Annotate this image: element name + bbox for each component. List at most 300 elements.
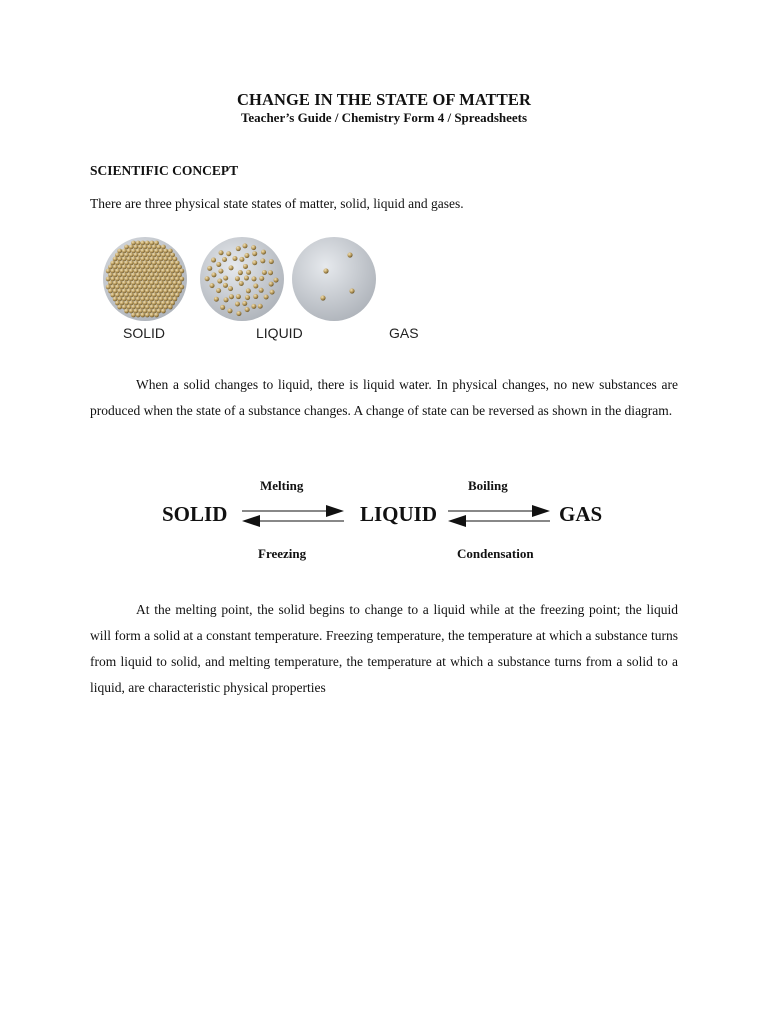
particle <box>129 245 134 250</box>
particle <box>170 253 175 258</box>
particle <box>154 305 159 310</box>
particle <box>261 250 266 255</box>
particle <box>175 285 180 290</box>
particle <box>140 273 145 278</box>
boiling-label: Boiling <box>468 478 508 493</box>
particle <box>115 293 120 298</box>
particle <box>122 281 127 286</box>
particle <box>117 289 122 294</box>
particle <box>161 293 166 298</box>
particle <box>138 293 143 298</box>
particle <box>131 241 136 246</box>
particle <box>154 281 159 286</box>
diagram-liquid: LIQUID <box>360 502 438 526</box>
particle <box>170 301 175 306</box>
particle <box>246 288 251 293</box>
particle <box>127 289 132 294</box>
particle <box>113 281 118 286</box>
particle <box>115 285 120 290</box>
particle <box>122 273 127 278</box>
particle <box>156 269 161 274</box>
particle <box>127 273 132 278</box>
particle <box>152 277 157 282</box>
document-subtitle: Teacher’s Guide / Chemistry Form 4 / Spreadsheets <box>240 110 528 125</box>
particle <box>166 285 171 290</box>
particle <box>236 311 241 316</box>
particle <box>147 285 152 290</box>
particle <box>115 277 120 282</box>
particle <box>145 257 150 262</box>
liquid-label: LIQUID <box>256 325 303 341</box>
particle <box>246 270 251 275</box>
particle <box>122 257 127 262</box>
particle <box>236 294 241 299</box>
particle <box>129 293 134 298</box>
particle <box>136 249 141 254</box>
particle <box>154 241 159 246</box>
particle <box>173 289 178 294</box>
particle <box>106 277 111 282</box>
particle <box>227 308 232 313</box>
solid-liquid-arrows <box>240 500 350 530</box>
particle <box>136 273 141 278</box>
particle <box>131 265 136 270</box>
particle <box>113 289 118 294</box>
particle <box>223 276 228 281</box>
particle-discs-illustration <box>100 233 390 325</box>
particle <box>133 301 138 306</box>
particle <box>140 257 145 262</box>
particle <box>117 297 122 302</box>
particle <box>251 304 256 309</box>
particle <box>269 282 274 287</box>
particle <box>145 249 150 254</box>
particle <box>163 281 168 286</box>
particle <box>166 293 171 298</box>
particle <box>159 273 164 278</box>
left-arrowhead <box>242 515 260 527</box>
particle <box>173 281 178 286</box>
particle <box>161 285 166 290</box>
particle <box>154 249 159 254</box>
particle <box>159 281 164 286</box>
particle <box>214 297 219 302</box>
particle <box>120 285 125 290</box>
particle <box>223 283 228 288</box>
particle <box>163 273 168 278</box>
particle <box>259 276 264 281</box>
particle <box>229 265 234 270</box>
particle <box>156 285 161 290</box>
particle <box>252 260 257 265</box>
particle <box>108 281 113 286</box>
particle <box>131 305 136 310</box>
particle <box>152 245 157 250</box>
particle <box>175 261 180 266</box>
particle <box>136 265 141 270</box>
particle <box>110 269 115 274</box>
particle <box>143 269 148 274</box>
particle <box>161 261 166 266</box>
particle <box>168 281 173 286</box>
particle <box>140 265 145 270</box>
particle <box>115 269 120 274</box>
particle <box>129 285 134 290</box>
particle <box>253 294 258 299</box>
state-change-diagram <box>150 472 620 572</box>
melting-label: Melting <box>260 478 304 493</box>
intro-text: There are three physical state states of matter, solid, liquid and gases. <box>90 196 464 211</box>
particle <box>127 281 132 286</box>
particle <box>136 241 141 246</box>
particle <box>224 297 229 302</box>
particle <box>133 253 138 258</box>
particle <box>124 285 129 290</box>
particle <box>156 245 161 250</box>
particle <box>244 253 249 258</box>
particle <box>124 245 129 250</box>
particle <box>163 305 168 310</box>
particle <box>143 301 148 306</box>
particle <box>133 269 138 274</box>
particle <box>124 277 129 282</box>
particle <box>140 241 145 246</box>
gas-disc <box>292 237 376 321</box>
particle <box>163 249 168 254</box>
particle <box>147 309 152 314</box>
particle <box>320 295 325 300</box>
particle <box>127 305 132 310</box>
particle <box>154 313 159 318</box>
particle <box>124 301 129 306</box>
particle <box>120 293 125 298</box>
particle <box>113 265 118 270</box>
particle <box>108 289 113 294</box>
particle <box>270 290 275 295</box>
particle <box>166 301 171 306</box>
particle <box>117 281 122 286</box>
particle <box>222 257 227 262</box>
particle <box>140 297 145 302</box>
particle <box>168 257 173 262</box>
particle <box>108 265 113 270</box>
particle <box>131 289 136 294</box>
particle <box>244 276 249 281</box>
particle <box>154 257 159 262</box>
particle <box>150 249 155 254</box>
particle <box>156 277 161 282</box>
particle <box>145 289 150 294</box>
particle <box>120 277 125 282</box>
particle <box>115 261 120 266</box>
particle <box>163 297 168 302</box>
particle <box>106 269 111 274</box>
particle <box>136 289 141 294</box>
particle <box>138 277 143 282</box>
particle <box>147 301 152 306</box>
particle <box>131 313 136 318</box>
particle <box>252 251 257 256</box>
particle <box>127 257 132 262</box>
particle <box>274 278 279 283</box>
particle <box>152 261 157 266</box>
particle <box>152 309 157 314</box>
particle <box>251 276 256 281</box>
right-arrowhead <box>326 505 344 517</box>
particle <box>159 249 164 254</box>
document-title: CHANGE IN THE STATE OF MATTER <box>237 90 531 109</box>
diagram-solid: SOLID <box>162 502 228 526</box>
particle <box>349 288 354 293</box>
particle <box>173 273 178 278</box>
particle <box>122 265 127 270</box>
particle <box>115 253 120 258</box>
particle <box>154 297 159 302</box>
particle <box>152 293 157 298</box>
particle <box>168 249 173 254</box>
particle <box>136 257 141 262</box>
particle <box>117 273 122 278</box>
particle <box>143 293 148 298</box>
particle <box>129 253 134 258</box>
particle <box>251 245 256 250</box>
particle <box>259 288 264 293</box>
particle <box>143 309 148 314</box>
particle <box>175 293 180 298</box>
particle <box>129 269 134 274</box>
particle <box>138 309 143 314</box>
particle <box>220 305 225 310</box>
particle <box>127 297 132 302</box>
particle <box>129 309 134 314</box>
particle <box>152 285 157 290</box>
particle <box>131 249 136 254</box>
paragraph-change-of-state: When a solid changes to liquid, there is liquid water. In physical changes, no new substances are produced when the state of a substance changes. A change of state can be reversed as shown in the diagram. <box>90 377 678 418</box>
particle <box>110 293 115 298</box>
particle <box>143 253 148 258</box>
particle <box>138 245 143 250</box>
particle <box>131 273 136 278</box>
particle <box>217 279 222 284</box>
particle <box>175 269 180 274</box>
particle <box>140 313 145 318</box>
particle <box>120 253 125 258</box>
particle <box>124 309 129 314</box>
particle <box>211 258 216 263</box>
particle <box>133 285 138 290</box>
particle <box>168 297 173 302</box>
particle <box>242 301 247 306</box>
particle <box>150 265 155 270</box>
particle <box>108 273 113 278</box>
particle <box>177 273 182 278</box>
particle <box>113 273 118 278</box>
particle <box>117 249 122 254</box>
particle <box>159 305 164 310</box>
particle <box>136 313 141 318</box>
particle <box>243 264 248 269</box>
particle <box>161 277 166 282</box>
particle <box>173 265 178 270</box>
particle <box>117 257 122 262</box>
particle <box>269 259 274 264</box>
particle <box>136 297 141 302</box>
particle <box>122 289 127 294</box>
particle <box>159 257 164 262</box>
particle <box>120 269 125 274</box>
particle <box>117 265 122 270</box>
particle <box>175 277 180 282</box>
particle <box>133 293 138 298</box>
particle <box>170 277 175 282</box>
particle <box>232 256 237 261</box>
particle <box>133 309 138 314</box>
particle <box>156 261 161 266</box>
particle <box>179 277 184 282</box>
particle <box>150 273 155 278</box>
particle <box>136 305 141 310</box>
particle <box>131 297 136 302</box>
particle <box>347 252 352 257</box>
particle <box>122 297 127 302</box>
particle <box>166 253 171 258</box>
particle <box>106 285 111 290</box>
particle <box>131 257 136 262</box>
liquid-gas-arrows <box>446 500 556 530</box>
particle <box>133 245 138 250</box>
particle <box>143 245 148 250</box>
particle <box>170 269 175 274</box>
particle <box>113 297 118 302</box>
particle <box>140 289 145 294</box>
particle <box>115 301 120 306</box>
particle <box>140 305 145 310</box>
particle <box>207 266 212 271</box>
particle <box>147 245 152 250</box>
particle <box>253 284 258 289</box>
particle <box>147 261 152 266</box>
paragraph-melting-freezing: At the melting point, the solid begins to change to a liquid while at the freezing point; the liquid will form a solid at a constant temperature. Freezing temperature, the temperature at which a substance turns from liquid to solid, and melting temperature, the temperature at which a substance turns from a solid to a liquid, are characteristic physical properties <box>90 602 678 695</box>
particle <box>168 305 173 310</box>
particle <box>154 273 159 278</box>
particle <box>145 273 150 278</box>
particle <box>150 289 155 294</box>
particle <box>140 249 145 254</box>
particle <box>264 294 269 299</box>
particle <box>122 249 127 254</box>
particle <box>145 265 150 270</box>
particle <box>120 301 125 306</box>
particle <box>136 281 141 286</box>
particle <box>216 288 221 293</box>
particle <box>159 289 164 294</box>
particle <box>179 285 184 290</box>
particle <box>156 309 161 314</box>
particle <box>238 270 243 275</box>
particle <box>239 257 244 262</box>
particle <box>242 243 247 248</box>
particle <box>177 281 182 286</box>
particle <box>235 302 240 307</box>
particle <box>262 270 267 275</box>
particle <box>161 309 166 314</box>
states-of-matter-figure <box>100 233 419 351</box>
particle <box>258 304 263 309</box>
particle <box>170 293 175 298</box>
particle <box>124 261 129 266</box>
particle <box>211 272 216 277</box>
particle <box>150 257 155 262</box>
particle <box>173 257 178 262</box>
diagram-gas: GAS <box>559 502 603 526</box>
gas-label: GAS <box>389 325 419 341</box>
particle <box>131 281 136 286</box>
particle <box>129 301 134 306</box>
particle <box>166 277 171 282</box>
particle <box>140 281 145 286</box>
particle <box>147 277 152 282</box>
particle <box>117 305 122 310</box>
particle <box>235 276 240 281</box>
particle <box>163 257 168 262</box>
particle <box>127 249 132 254</box>
particle <box>138 253 143 258</box>
particle <box>145 241 150 246</box>
particle <box>216 262 221 267</box>
particle <box>166 261 171 266</box>
particle <box>260 258 265 263</box>
particle <box>129 261 134 266</box>
particle <box>168 265 173 270</box>
condensation-label: Condensation <box>457 546 534 561</box>
particle <box>138 301 143 306</box>
particle <box>110 261 115 266</box>
particle <box>161 253 166 258</box>
particle <box>150 241 155 246</box>
particle <box>205 276 210 281</box>
particle <box>156 253 161 258</box>
section-heading: SCIENTIFIC CONCEPT <box>90 163 239 178</box>
left-arrowhead <box>448 515 466 527</box>
particle <box>156 293 161 298</box>
particle <box>219 250 224 255</box>
particle <box>229 294 234 299</box>
particle <box>133 277 138 282</box>
particle <box>179 269 184 274</box>
particle <box>150 305 155 310</box>
particle <box>152 253 157 258</box>
particle <box>268 270 273 275</box>
particle <box>245 295 250 300</box>
particle <box>152 269 157 274</box>
particle <box>150 297 155 302</box>
particle <box>147 253 152 258</box>
particle <box>168 289 173 294</box>
particle <box>168 273 173 278</box>
solid-label: SOLID <box>123 325 166 341</box>
particle <box>113 257 118 262</box>
particle <box>154 265 159 270</box>
particle <box>147 293 152 298</box>
particle <box>122 305 127 310</box>
particle <box>170 285 175 290</box>
particle <box>133 261 138 266</box>
particle <box>210 283 215 288</box>
particle <box>226 251 231 256</box>
particle <box>124 293 129 298</box>
particle <box>150 281 155 286</box>
particle <box>150 313 155 318</box>
